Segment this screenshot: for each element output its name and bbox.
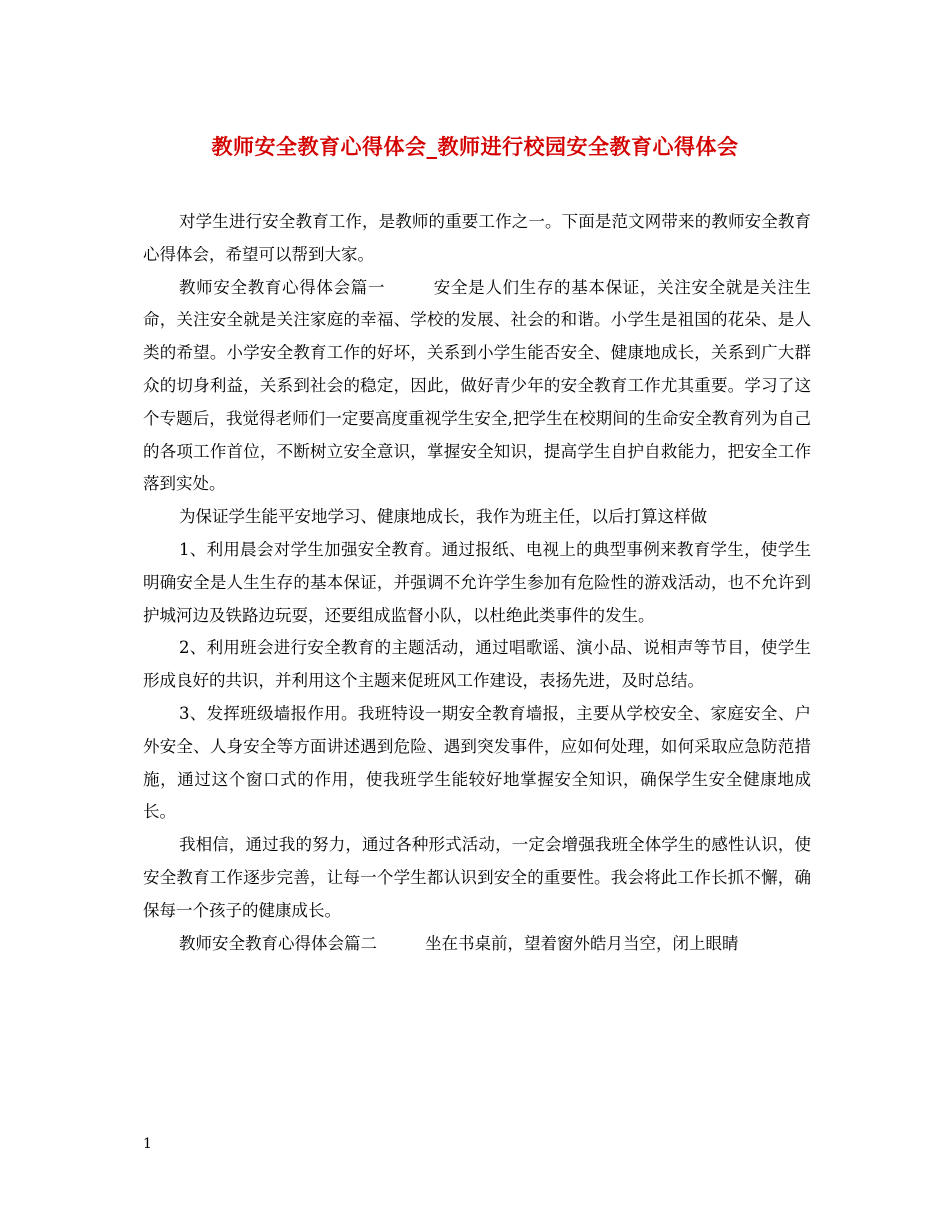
- document-title: 教师安全教育心得体会_教师进行校园安全教育心得体会: [211, 134, 739, 159]
- page-number: 1: [143, 1136, 152, 1152]
- paragraph: 我相信，通过我的努力，通过各种形式活动，一定会增强我班全体学生的感性认识，使安全教育工作逐步完善，让每一个学生都认识到安全的重要性。我会将此工作长抓不懈，确保每一个孩子的健康成长。: [143, 835, 811, 920]
- paragraph-text: 坐在书桌前，望着窗外皓月当空，闭上眼睛: [425, 933, 739, 953]
- paragraph-text: 安全是人们生存的基本保证，关注安全就是关注生命，关注安全就是关注家庭的幸福、学校的发展、社会的和谐。小学生是祖国的花朵、是人类的希望。小学安全教育工作的好坏，关系到小学生能否安全、健康地成长，关系到广大群众的切身利益，关系到社会的稳定，因此，做好青少年的安全教育工作尤其重要。学习了这个专题后，我觉得老师们一定要高度重视学生安全,把学生在校期间的生命安全教育列为自己的各项工作首位，不断树立安全意识，掌握安全知识，提高学生自护自救能力，把安全工作落到实处。: [143, 277, 812, 494]
- paragraph: [143, 272, 811, 502]
- document-body: [143, 206, 811, 960]
- section-heading: 教师安全教育心得体会篇二: [179, 933, 377, 953]
- paragraph: 为保证学生能平安地学习、健康地成长，我作为班主任，以后打算这样做: [179, 507, 707, 527]
- paragraph: [143, 928, 811, 961]
- paragraph: 2、利用班会进行安全教育的主题活动，通过唱歌谣、演小品、说相声等节目，使学生形成良好的共识，并利用这个主题来促班风工作建设，表扬先进，及时总结。: [143, 638, 811, 691]
- section-heading: 教师安全教育心得体会篇一: [179, 277, 386, 297]
- paragraph: 对学生进行安全教育工作，是教师的重要工作之一。下面是范文网带来的教师安全教育心得体会，希望可以帮到大家。: [143, 212, 811, 264]
- paragraph: 3、发挥班级墙报作用。我班特设一期安全教育墙报，主要从学校安全、家庭安全、户外安全、人身安全等方面讲述遇到危险、遇到突发事件，应如何处理，如何采取应急防范措施，通过这个窗口式的作用，使我班学生能较好地掌握安全知识，确保学生安全健康地成长。: [143, 703, 811, 822]
- paragraph: 1、利用晨会对学生加强安全教育。通过报纸、电视上的典型事例来教育学生，使学生明确安全是人生生存的基本保证，并强调不允许学生参加有危险性的游戏活动，也不允许到护城河边及铁路边玩耍，还要组成监督小队，以杜绝此类事件的发生。: [143, 539, 811, 625]
